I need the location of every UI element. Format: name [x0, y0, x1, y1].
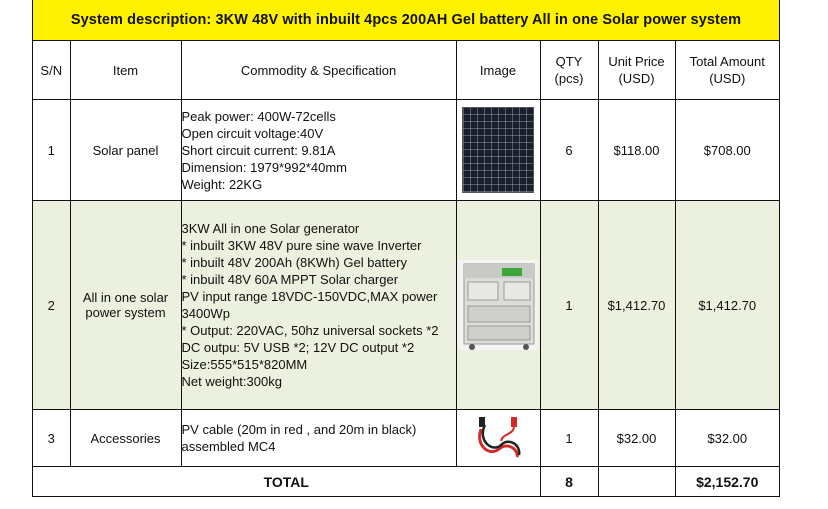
spec-line: * inbuilt 48V 200Ah (8KWh) Gel battery [181, 255, 407, 270]
solar-generator-photo [458, 260, 538, 350]
row-qty: 6 [540, 100, 598, 201]
spec-line: assembled MC4 [181, 439, 276, 454]
header-total-amount-line2: (USD) [709, 71, 746, 86]
row-qty: 1 [540, 201, 598, 410]
spec-line: 3KW All in one Solar generator [181, 221, 360, 236]
quotation-table [33, 40, 779, 497]
table-row [33, 410, 779, 467]
row-item [70, 201, 181, 410]
total-label: TOTAL [33, 467, 540, 497]
row-item-line: All in one solar [82, 290, 169, 305]
spec-line: PV cable (20m in red , and 20m in black) [181, 422, 417, 437]
system-description-title: System description: 3KW 48V with inbuilt 4pcs 200AH Gel battery All in one Solar power system [33, 0, 779, 41]
spec-line: * Output: 220VAC, 50hz universal sockets *2 [181, 323, 439, 338]
total-qty: 8 [540, 467, 598, 497]
header-row [33, 41, 779, 100]
row-spec [181, 201, 456, 410]
row-qty: 1 [540, 410, 598, 467]
spec-line: 3400Wp [181, 306, 230, 321]
row-unit-price: $1,412.70 [598, 201, 675, 410]
row-item [70, 410, 181, 467]
row-unit-price: $118.00 [598, 100, 675, 201]
header-qty-line1: QTY [555, 54, 583, 69]
spec-line: * inbuilt 48V 60A MPPT Solar charger [181, 272, 399, 287]
header-image: Image [456, 41, 540, 100]
header-item: Item [70, 41, 181, 100]
spec-line: Net weight:300kg [181, 374, 282, 389]
row-item [70, 100, 181, 201]
total-row [33, 467, 779, 497]
spec-line: DC outpu: 5V USB *2; 12V DC output *2 [181, 340, 415, 355]
row-image [456, 410, 540, 467]
row-sn: 3 [33, 410, 70, 467]
row-sn: 2 [33, 201, 70, 410]
spec-line: Size:555*515*820MM [181, 357, 308, 372]
header-total-amount-line1: Total Amount [689, 54, 765, 69]
header-qty [540, 41, 598, 100]
spec-line: Weight: 22KG [181, 176, 263, 192]
spec-line: PV input range 18VDC-150VDC,MAX power [181, 289, 438, 304]
row-sn: 1 [33, 100, 70, 201]
spec-line: Short circuit current: 9.81A [181, 142, 336, 158]
row-unit-price: $32.00 [598, 410, 675, 467]
row-item-line: Accessories [90, 430, 161, 446]
header-qty-line2: (pcs) [554, 71, 584, 86]
header-unit-price-line2: (USD) [618, 71, 655, 86]
spec-line: Peak power: 400W-72cells [181, 108, 336, 124]
total-amount: $2,152.70 [675, 467, 779, 497]
header-sn: S/N [33, 41, 70, 100]
row-item-line: power system [85, 305, 166, 320]
row-spec [181, 410, 456, 467]
table-row [33, 201, 779, 410]
header-unit-price-line1: Unit Price [608, 54, 665, 69]
row-total: $1,412.70 [675, 201, 779, 410]
row-image [456, 201, 540, 410]
spec-line: Open circuit voltage:40V [181, 125, 324, 141]
total-unit-price-empty [598, 467, 675, 497]
row-image [456, 100, 540, 201]
spec-line: Dimension: 1979*992*40mm [181, 159, 347, 175]
row-total: $708.00 [675, 100, 779, 201]
header-total-amount [675, 41, 779, 100]
header-unit-price [598, 41, 675, 100]
spec-line: * inbuilt 3KW 48V pure sine wave Inverter [181, 238, 422, 253]
table-row [33, 100, 779, 201]
row-total: $32.00 [675, 410, 779, 467]
row-spec [181, 100, 456, 201]
pv-cable-photo [473, 415, 523, 461]
row-item-line: Solar panel [92, 142, 159, 158]
header-spec: Commodity & Specification [181, 41, 456, 100]
solar-panel-photo [462, 107, 534, 193]
quotation-sheet [32, 0, 780, 497]
